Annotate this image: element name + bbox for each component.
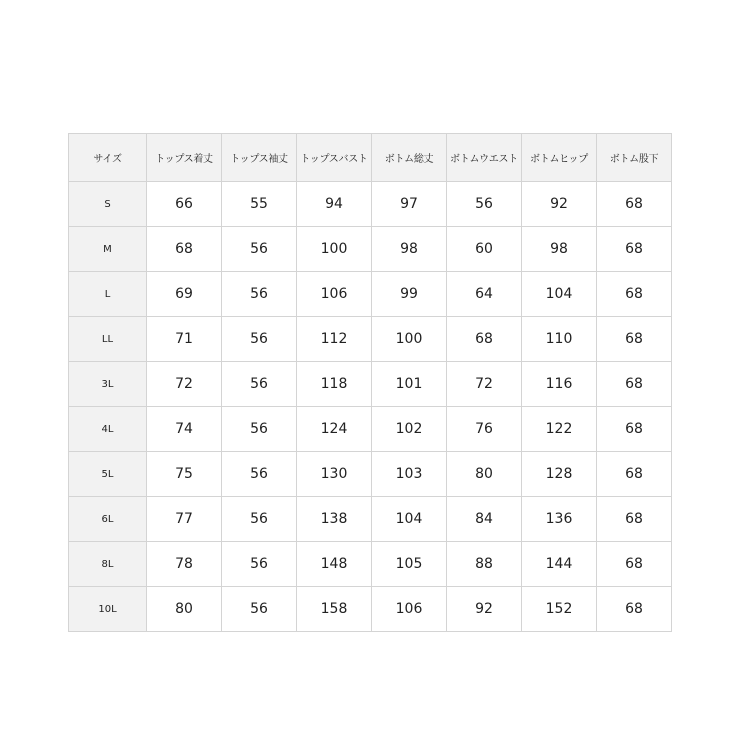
cell-bottom-length: 100 [372, 317, 447, 362]
cell-size: 6L [69, 497, 147, 542]
table-row [69, 227, 672, 272]
cell-bottom-hip: 128 [522, 452, 597, 497]
cell-tops-length: 72 [147, 362, 222, 407]
header-bottom-waist: ボトムウエスト [447, 134, 522, 182]
cell-bottom-inseam: 68 [597, 542, 672, 587]
header-row [69, 134, 672, 182]
header-tops-length: トップス着丈 [147, 134, 222, 182]
cell-bottom-length: 104 [372, 497, 447, 542]
cell-tops-sleeve: 56 [222, 452, 297, 497]
cell-bottom-inseam: 68 [597, 317, 672, 362]
cell-bottom-hip: 116 [522, 362, 597, 407]
table-row [69, 272, 672, 317]
cell-tops-bust: 124 [297, 407, 372, 452]
cell-bottom-hip: 152 [522, 587, 597, 632]
cell-size: S [69, 182, 147, 227]
cell-tops-sleeve: 56 [222, 497, 297, 542]
cell-bottom-waist: 56 [447, 182, 522, 227]
cell-bottom-length: 99 [372, 272, 447, 317]
cell-tops-length: 68 [147, 227, 222, 272]
table-row [69, 182, 672, 227]
cell-bottom-waist: 84 [447, 497, 522, 542]
header-size: サイズ [69, 134, 147, 182]
cell-size: 3L [69, 362, 147, 407]
cell-bottom-hip: 92 [522, 182, 597, 227]
cell-bottom-hip: 110 [522, 317, 597, 362]
cell-bottom-length: 106 [372, 587, 447, 632]
table-row [69, 542, 672, 587]
cell-size: LL [69, 317, 147, 362]
cell-bottom-waist: 72 [447, 362, 522, 407]
cell-size: 10L [69, 587, 147, 632]
cell-bottom-waist: 60 [447, 227, 522, 272]
cell-tops-sleeve: 56 [222, 317, 297, 362]
cell-tops-sleeve: 56 [222, 272, 297, 317]
cell-tops-sleeve: 55 [222, 182, 297, 227]
cell-tops-bust: 138 [297, 497, 372, 542]
header-bottom-hip: ボトムヒップ [522, 134, 597, 182]
cell-bottom-inseam: 68 [597, 182, 672, 227]
cell-bottom-inseam: 68 [597, 407, 672, 452]
cell-tops-bust: 106 [297, 272, 372, 317]
table-body [69, 182, 672, 632]
cell-bottom-hip: 144 [522, 542, 597, 587]
cell-tops-sleeve: 56 [222, 587, 297, 632]
cell-size: M [69, 227, 147, 272]
cell-bottom-hip: 122 [522, 407, 597, 452]
cell-bottom-inseam: 68 [597, 272, 672, 317]
cell-bottom-waist: 92 [447, 587, 522, 632]
cell-bottom-length: 102 [372, 407, 447, 452]
cell-bottom-hip: 98 [522, 227, 597, 272]
cell-bottom-length: 97 [372, 182, 447, 227]
header-bottom-inseam: ボトム股下 [597, 134, 672, 182]
cell-size: L [69, 272, 147, 317]
cell-bottom-hip: 104 [522, 272, 597, 317]
cell-bottom-inseam: 68 [597, 362, 672, 407]
cell-bottom-inseam: 68 [597, 497, 672, 542]
cell-tops-sleeve: 56 [222, 542, 297, 587]
cell-tops-sleeve: 56 [222, 362, 297, 407]
cell-bottom-waist: 88 [447, 542, 522, 587]
cell-tops-length: 77 [147, 497, 222, 542]
cell-bottom-inseam: 68 [597, 452, 672, 497]
cell-tops-length: 74 [147, 407, 222, 452]
table-row [69, 362, 672, 407]
header-tops-sleeve: トップス袖丈 [222, 134, 297, 182]
cell-tops-sleeve: 56 [222, 407, 297, 452]
table-row [69, 587, 672, 632]
cell-tops-length: 75 [147, 452, 222, 497]
cell-bottom-waist: 80 [447, 452, 522, 497]
cell-tops-length: 78 [147, 542, 222, 587]
cell-tops-length: 71 [147, 317, 222, 362]
cell-bottom-waist: 76 [447, 407, 522, 452]
table-row [69, 497, 672, 542]
table-row [69, 452, 672, 497]
cell-size: 8L [69, 542, 147, 587]
cell-tops-bust: 94 [297, 182, 372, 227]
cell-bottom-hip: 136 [522, 497, 597, 542]
cell-tops-bust: 130 [297, 452, 372, 497]
cell-tops-bust: 112 [297, 317, 372, 362]
cell-size: 5L [69, 452, 147, 497]
table-row [69, 407, 672, 452]
cell-bottom-waist: 64 [447, 272, 522, 317]
cell-tops-bust: 100 [297, 227, 372, 272]
cell-size: 4L [69, 407, 147, 452]
cell-tops-sleeve: 56 [222, 227, 297, 272]
size-chart-table [68, 133, 672, 632]
cell-bottom-inseam: 68 [597, 227, 672, 272]
cell-tops-length: 66 [147, 182, 222, 227]
cell-bottom-length: 105 [372, 542, 447, 587]
cell-bottom-length: 101 [372, 362, 447, 407]
cell-tops-length: 80 [147, 587, 222, 632]
cell-tops-length: 69 [147, 272, 222, 317]
cell-bottom-waist: 68 [447, 317, 522, 362]
header-bottom-length: ボトム総丈 [372, 134, 447, 182]
cell-tops-bust: 158 [297, 587, 372, 632]
header-tops-bust: トップスバスト [297, 134, 372, 182]
table-row [69, 317, 672, 362]
cell-bottom-inseam: 68 [597, 587, 672, 632]
cell-bottom-length: 103 [372, 452, 447, 497]
cell-tops-bust: 148 [297, 542, 372, 587]
cell-tops-bust: 118 [297, 362, 372, 407]
cell-bottom-length: 98 [372, 227, 447, 272]
table-header [69, 134, 672, 182]
